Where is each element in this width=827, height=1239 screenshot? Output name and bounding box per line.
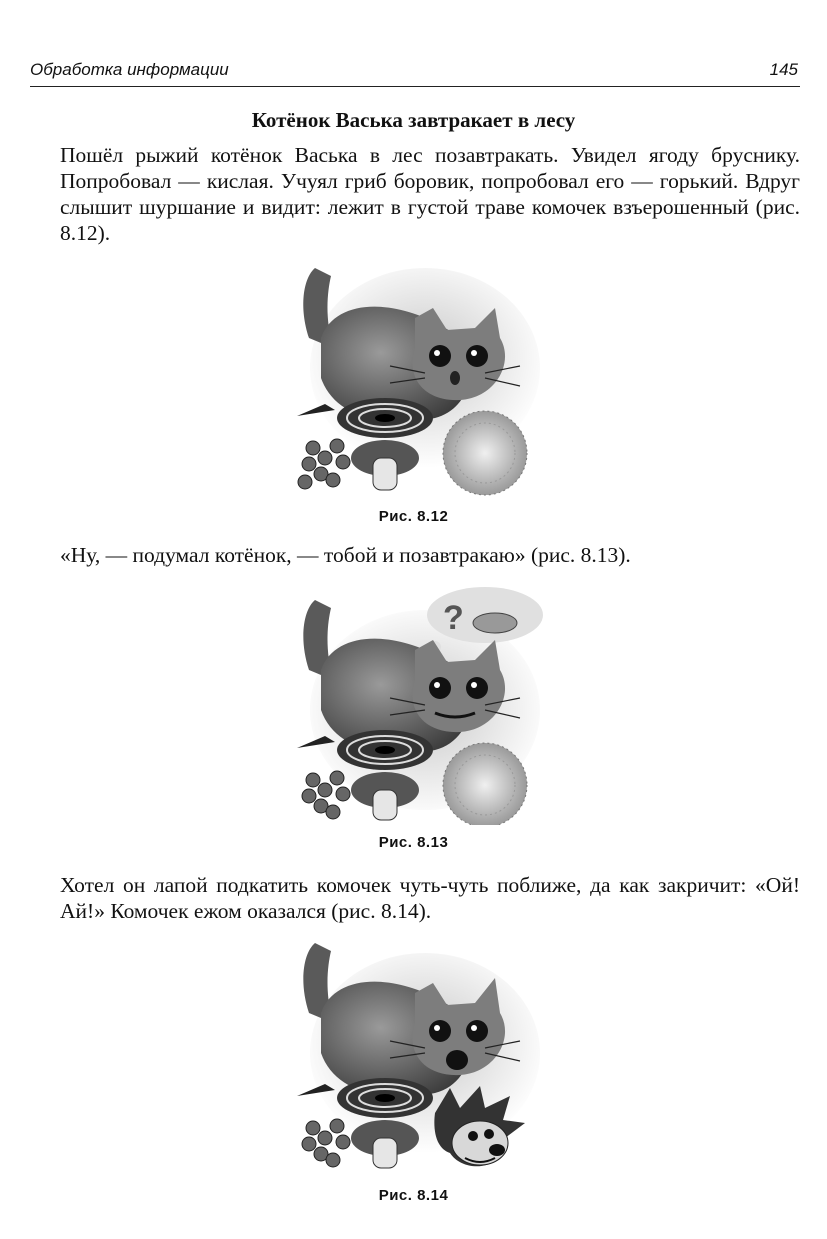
figure-8-12-illustration <box>285 258 545 498</box>
figure-8-13-illustration <box>285 585 545 825</box>
story-title: Котёнок Васька завтракает в лесу <box>251 108 576 132</box>
section-title: Обработка информации <box>30 60 229 79</box>
figure-8-14-illustration <box>285 938 545 1178</box>
caption-8-13: Рис. 8.13 <box>378 834 449 851</box>
running-header <box>30 60 800 87</box>
page-number: 145 <box>769 60 798 79</box>
hedgehog-ball <box>443 411 527 495</box>
caption-8-12: Рис. 8.12 <box>378 508 449 525</box>
paragraph-3: Хотел он лапой подкатить комочек чуть-чуть поближе, да как закричит: «Ой! Ай!» Комочек ежом оказался (рис. 8.14). <box>60 873 800 923</box>
paragraph-2: «Ну, — подумал котёнок, — тобой и позавтракаю» (рис. 8.13). <box>60 543 631 567</box>
paragraph-1: Пошёл рыжий котёнок Васька в лес позавтракать. Увидел ягоду бруснику. Попробовал — кислая. Учуял гриб боровик, попробовал его — горький. Вдруг слышит шуршание и видит: лежит в густой траве комочек взъерошенный (рис. 8.12). <box>60 143 800 245</box>
question-mark: ? <box>443 599 464 637</box>
caption-8-14: Рис. 8.14 <box>378 1187 449 1204</box>
